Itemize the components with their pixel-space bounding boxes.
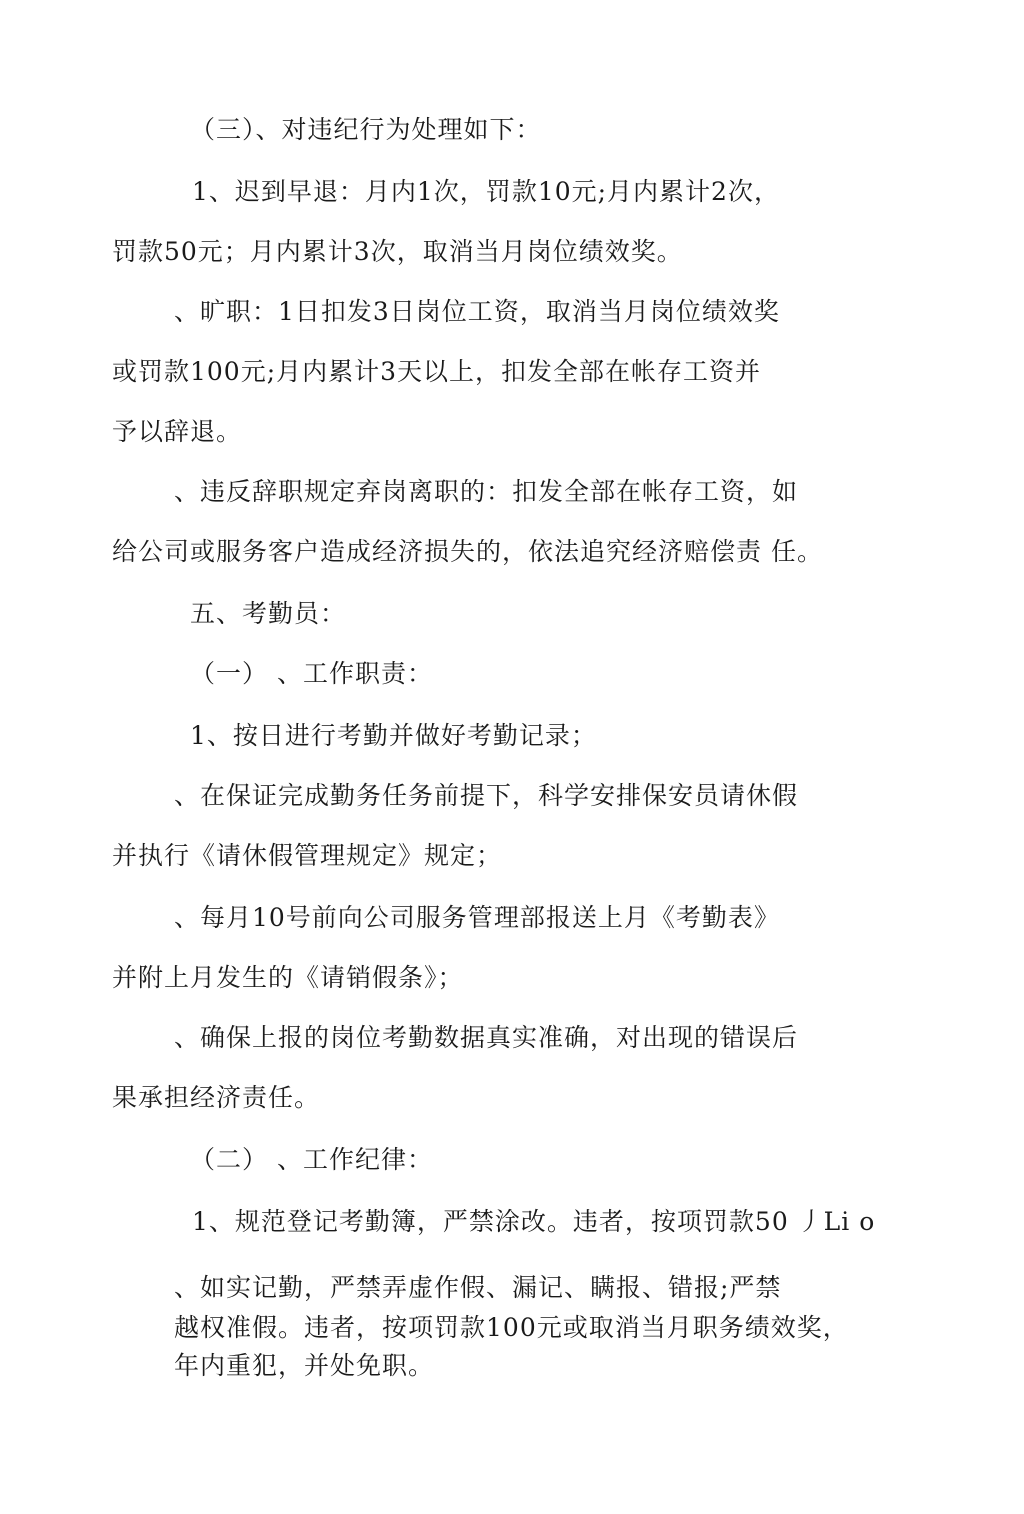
- paragraph-late-early-leave-cont: 罚款50元；月内累计3次，取消当月岗位绩效奖。: [112, 237, 683, 266]
- heading-job-duties: （一） 、工作职责：: [190, 659, 433, 688]
- paragraph-absenteeism-cont-1: 或罚款100元;月内累计3天以上，扣发全部在帐存工资并: [112, 357, 762, 386]
- heading-work-discipline: （二） 、工作纪律：: [190, 1145, 433, 1174]
- paragraph-absenteeism: 、旷职：1日扣发3日岗位工资，取消当月岗位绩效奖: [174, 297, 780, 326]
- heading-attendance-officer: 五、考勤员：: [190, 599, 347, 628]
- paragraph-resignation-violation-cont: 给公司或服务客户造成经济损失的，依法追究经济赔偿责 任。: [112, 537, 823, 566]
- paragraph-data-accuracy: 、确保上报的岗位考勤数据真实准确，对出现的错误后: [174, 1023, 799, 1052]
- paragraph-monthly-report-cont: 并附上月发生的《请销假条》；: [112, 963, 464, 992]
- paragraph-monthly-report: 、每月10号前向公司服务管理部报送上月《考勤表》: [174, 903, 780, 932]
- paragraph-truthful-record-cont-1: 越权准假。违者，按项罚款100元或取消当月职务绩效奖，: [174, 1313, 849, 1342]
- paragraph-leave-arrangement-cont: 并执行《请休假管理规定》规定；: [112, 841, 503, 870]
- paragraph-truthful-record-cont-2: 年内重犯，并处免职。: [174, 1351, 435, 1380]
- paragraph-truthful-record: 、如实记勤，严禁弄虚作假、漏记、瞒报、错报;严禁: [174, 1273, 782, 1302]
- paragraph-daily-attendance: 1、按日进行考勤并做好考勤记录；: [190, 721, 597, 750]
- paragraph-data-accuracy-cont: 果承担经济责任。: [112, 1083, 321, 1112]
- paragraph-late-early-leave: 1、迟到早退：月内1次，罚款10元;月内累计2次，: [192, 177, 780, 206]
- heading-disciplinary-handling: （三）、对违纪行为处理如下：: [190, 115, 542, 144]
- paragraph-leave-arrangement: 、在保证完成勤务任务前提下，科学安排保安员请休假: [174, 781, 799, 810]
- paragraph-resignation-violation: 、违反辞职规定弃岗离职的：扣发全部在帐存工资，如: [174, 477, 799, 506]
- paragraph-absenteeism-cont-2: 予以辞退。: [112, 417, 243, 446]
- paragraph-register-standard: 1、规范登记考勤簿，严禁涂改。违者，按项罚款50 丿Li o: [192, 1207, 876, 1236]
